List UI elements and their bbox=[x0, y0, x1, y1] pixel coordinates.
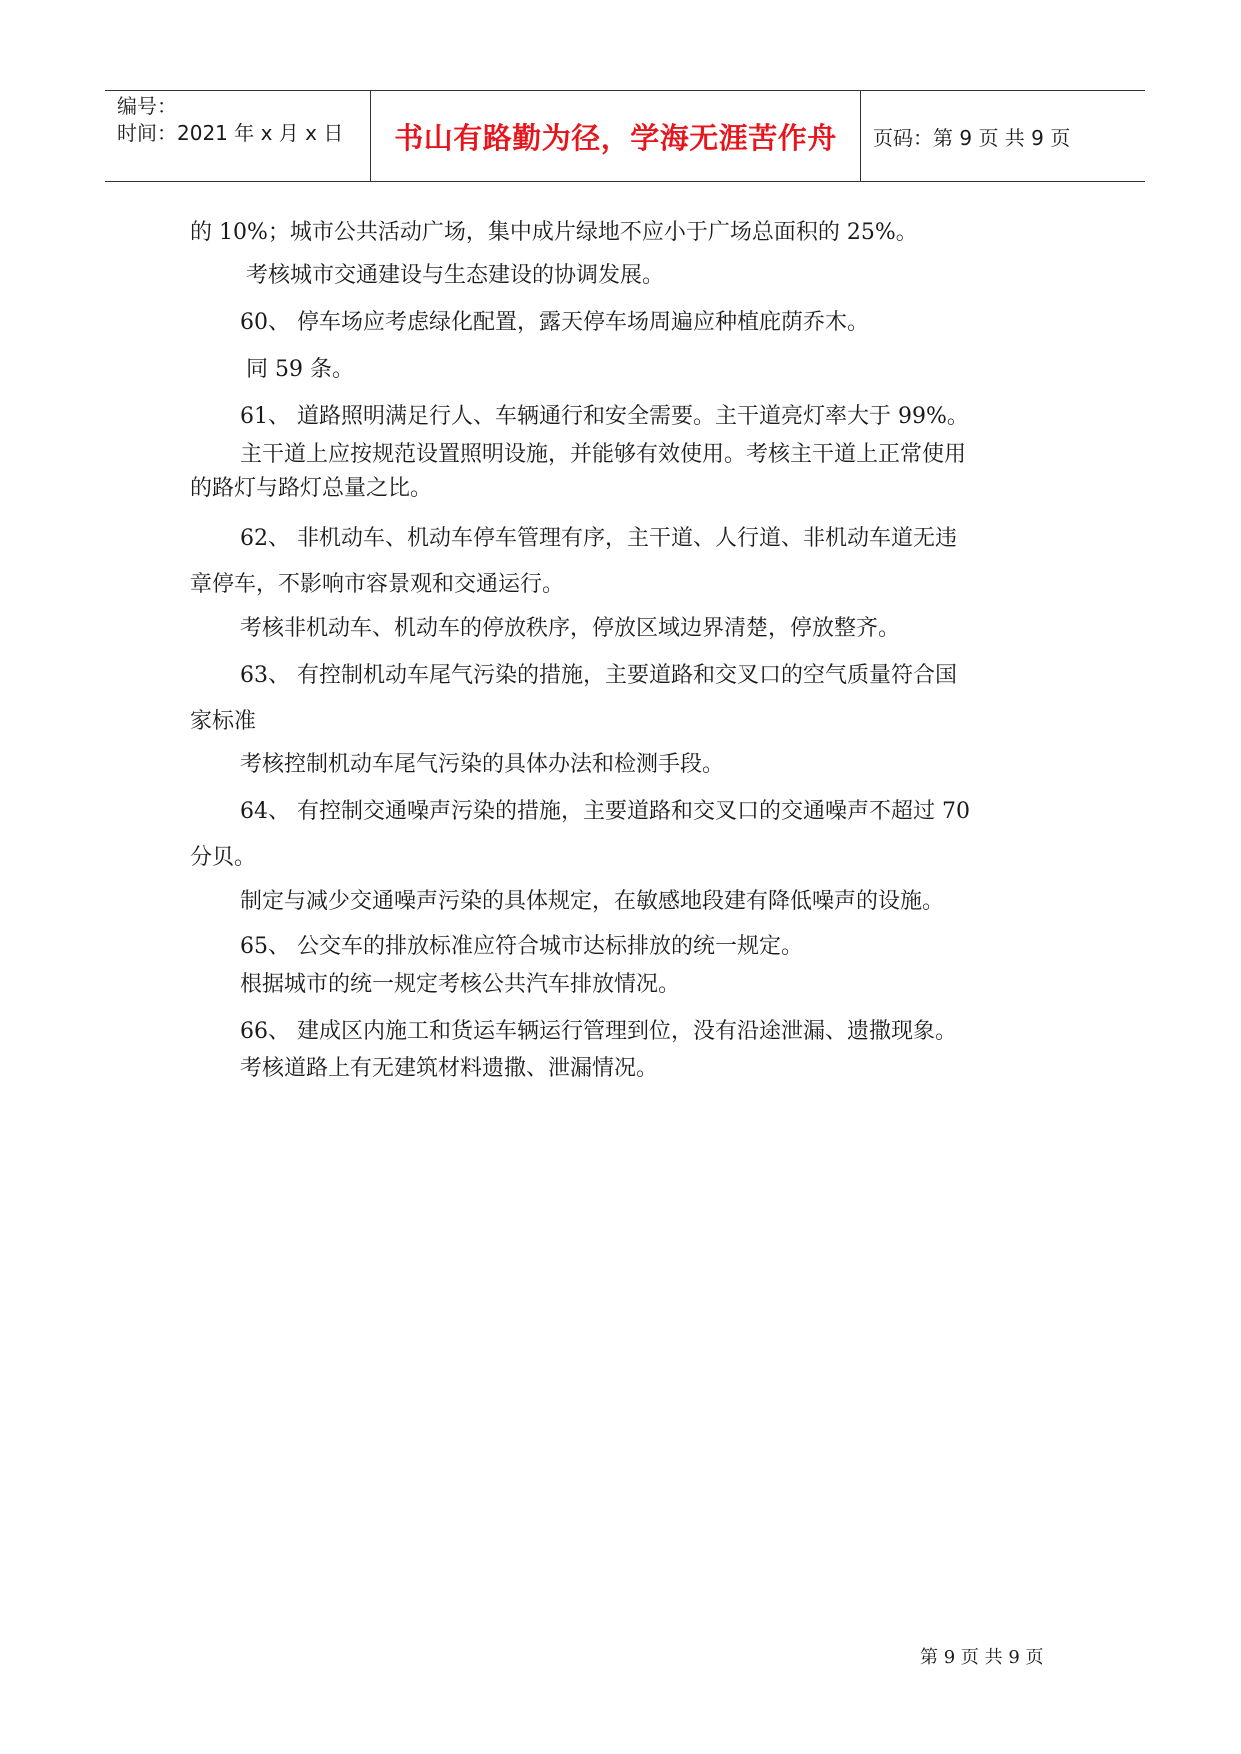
body-line: 制定与减少交通噪声污染的具体规定，在敏感地段建有降低噪声的设施。 bbox=[240, 889, 945, 914]
body-line: 分贝。 bbox=[190, 845, 257, 870]
body-line: 65、 公交车的排放标准应符合城市达标排放的统一规定。 bbox=[240, 934, 803, 959]
header-meta bbox=[105, 91, 371, 181]
body-line: 考核城市交通建设与生态建设的协调发展。 bbox=[246, 263, 665, 288]
body-line: 章停车，不影响市容景观和交通运行。 bbox=[190, 572, 565, 597]
body-line: 考核道路上有无建筑材料遗撒、泄漏情况。 bbox=[240, 1056, 659, 1081]
body-line: 63、 有控制机动车尾气污染的措施，主要道路和交叉口的空气质量符合国 bbox=[240, 663, 957, 688]
body-line: 62、 非机动车、机动车停车管理有序，主干道、人行道、非机动车道无违 bbox=[240, 526, 957, 551]
document-time: 时间：2021 年 x 月 x 日 bbox=[117, 121, 344, 145]
body-line: 家标准 bbox=[190, 709, 257, 734]
body-line: 主干道上应按规范设置照明设施，并能够有效使用。考核主干道上正常使用 bbox=[240, 442, 967, 467]
body-line: 同 59 条。 bbox=[246, 357, 354, 382]
body-line: 60、 停车场应考虑绿化配置，露天停车场周遍应种植庇荫乔木。 bbox=[240, 310, 869, 335]
body-line: 64、 有控制交通噪声污染的措施，主要道路和交叉口的交通噪声不超过 70 bbox=[240, 799, 970, 824]
header-motto: 书山有路勤为径，学海无涯苦作舟 bbox=[371, 91, 861, 181]
document-number-label: 编号： bbox=[117, 94, 177, 118]
body-line: 的路灯与路灯总量之比。 bbox=[190, 476, 433, 501]
page-footer: 第 9 页 共 9 页 bbox=[920, 1647, 1044, 1668]
body-line: 根据城市的统一规定考核公共汽车排放情况。 bbox=[240, 972, 681, 997]
body-line: 61、 道路照明满足行人、车辆通行和安全需要。主干道亮灯率大于 99%。 bbox=[240, 404, 969, 429]
header-page-info: 页码：第 9 页 共 9 页 bbox=[873, 125, 1071, 150]
body-line: 考核控制机动车尾气污染的具体办法和检测手段。 bbox=[240, 752, 725, 777]
body-line: 考核非机动车、机动车的停放秩序，停放区域边界清楚，停放整齐。 bbox=[240, 616, 901, 641]
body-line: 的 10%；城市公共活动广场，集中成片绿地不应小于广场总面积的 25%。 bbox=[190, 220, 918, 245]
body-line: 66、 建成区内施工和货运车辆运行管理到位，没有沿途泄漏、遗撒现象。 bbox=[240, 1019, 957, 1044]
page-header bbox=[105, 90, 1145, 182]
